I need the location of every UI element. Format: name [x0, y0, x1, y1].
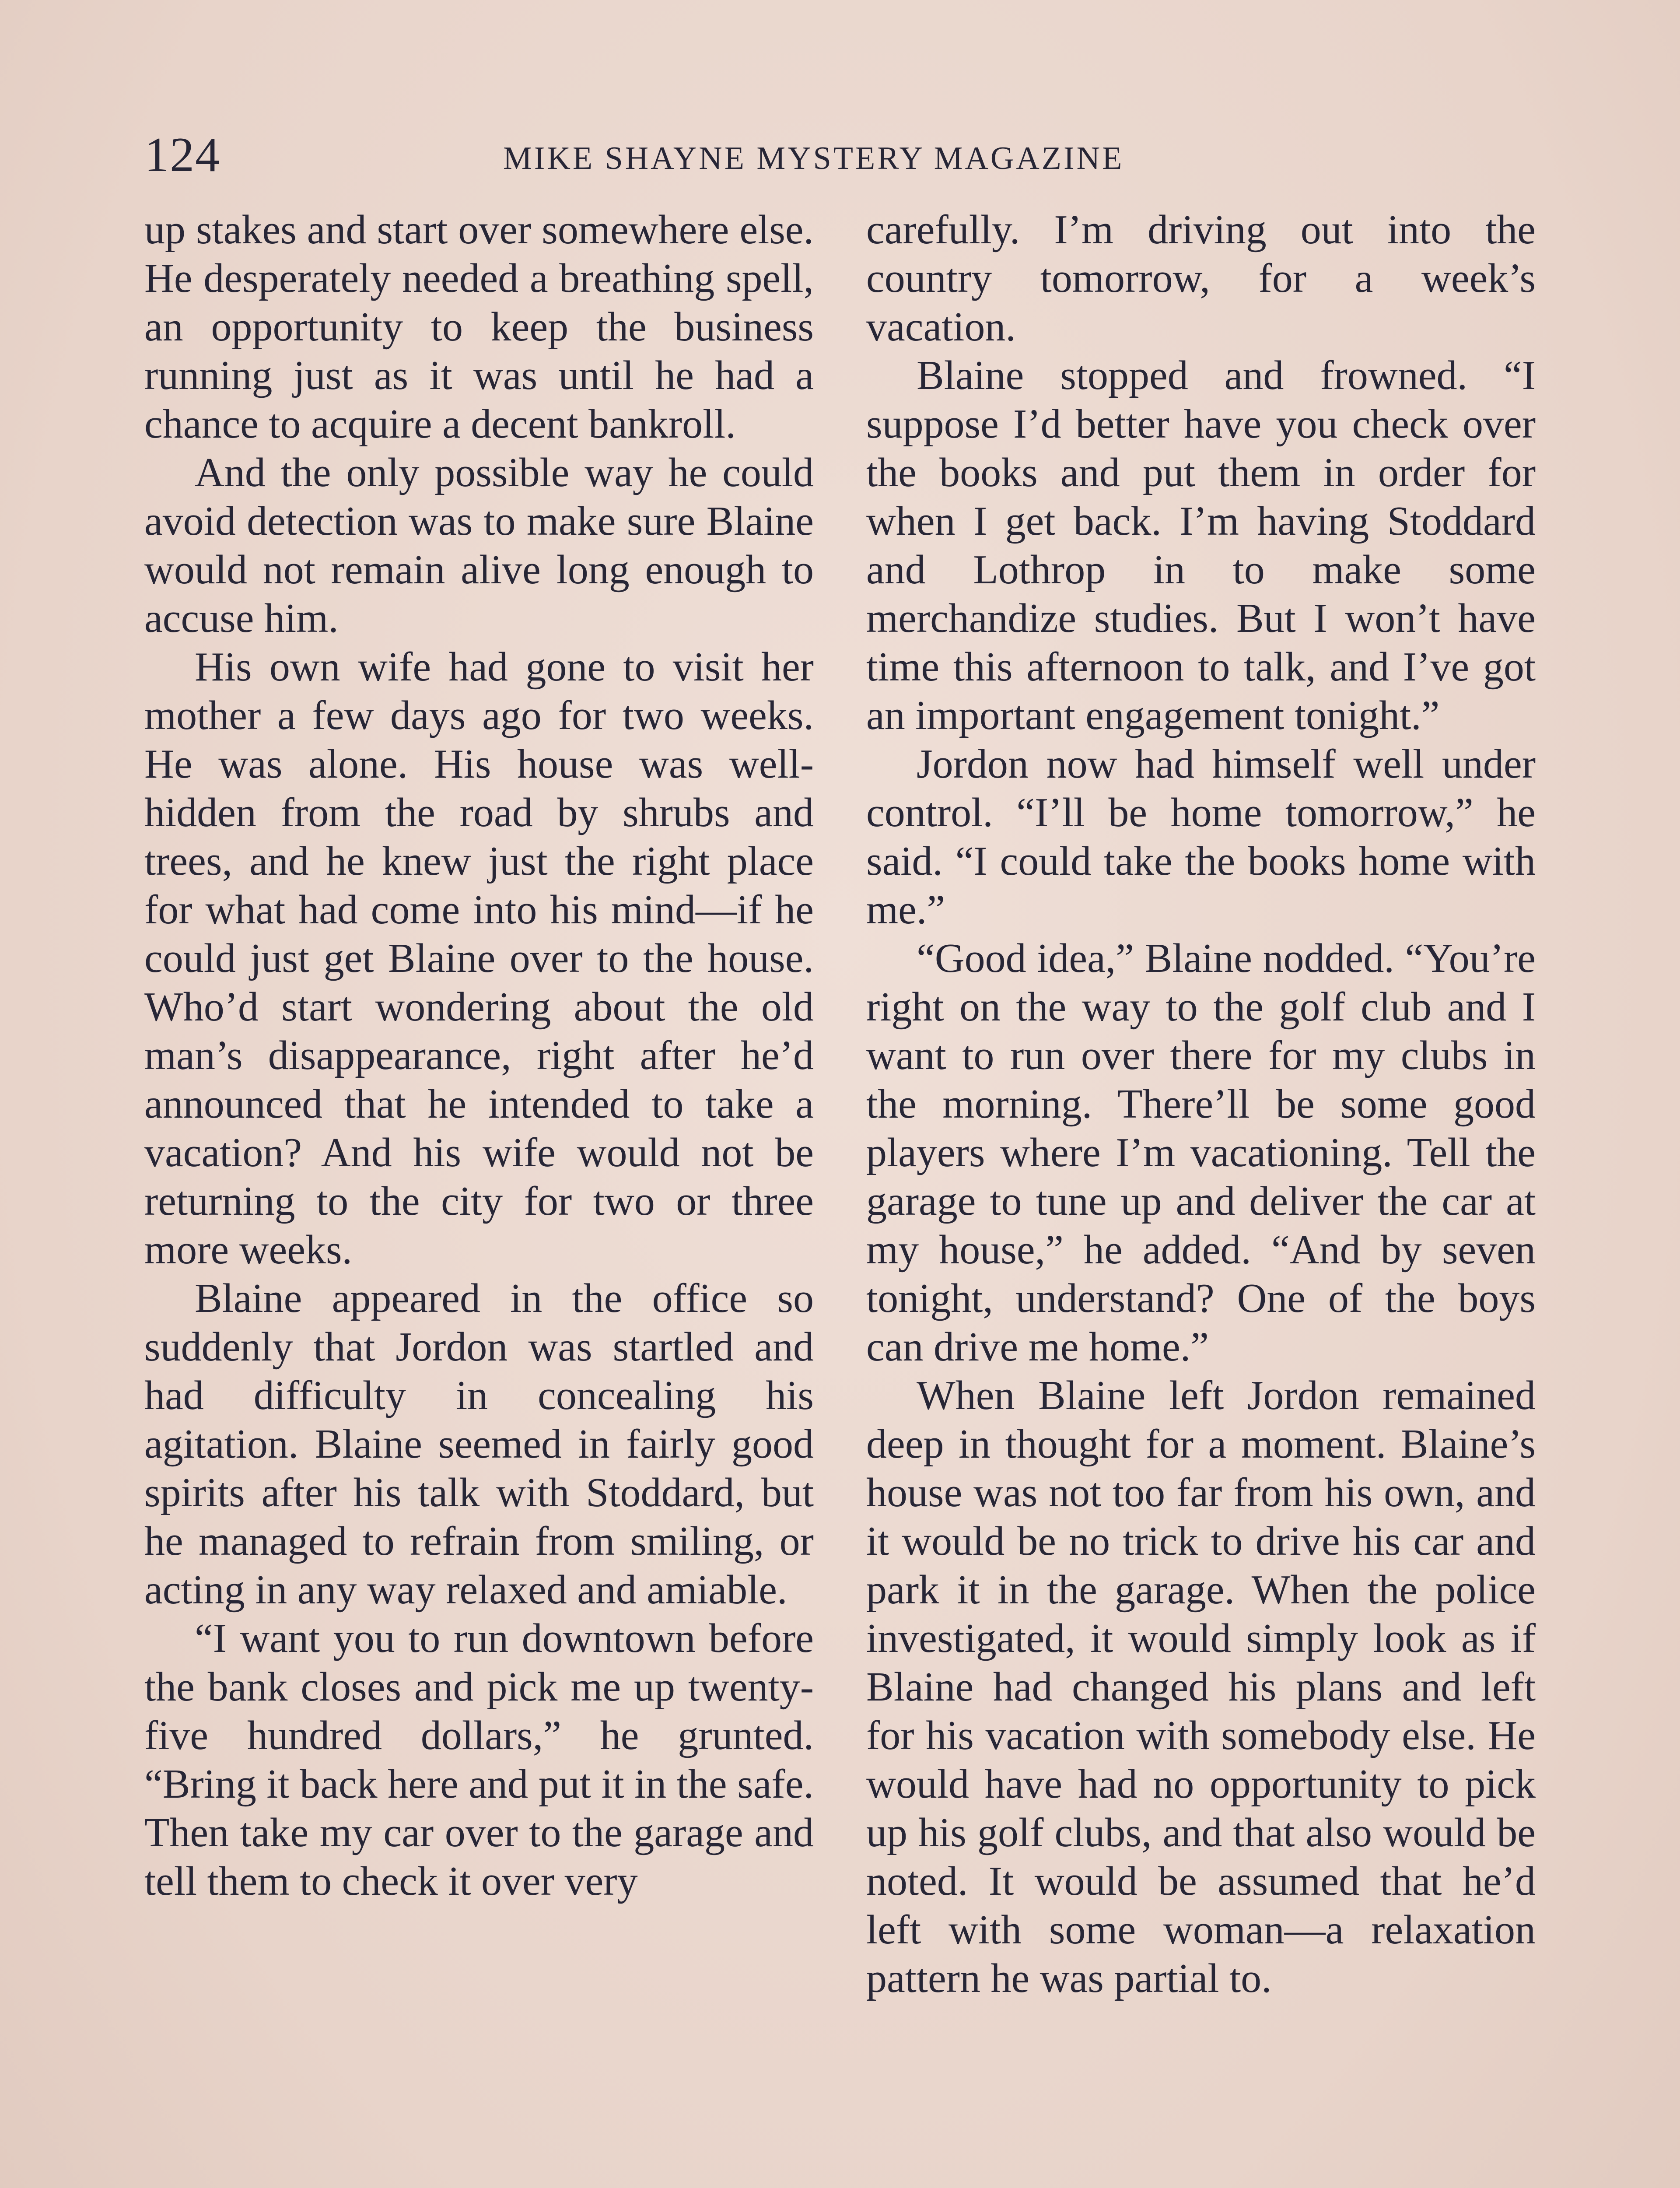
- running-head: MIKE SHAYNE MYSTERY MAGAZINE: [503, 140, 1124, 176]
- paragraph: His own wife had gone to visit her mother a few days ago for two weeks. He was alone. His house was well-hidden from the road by shrubs and trees, and he knew just the right place for what had come into his mind—if he could just get Blaine over to the house. Who’d start wondering about the old man’s disappearance, right after he’d announced that he intended to take a vacation? And his wife would not be returning to the city for two or three more weeks.: [144, 644, 814, 1273]
- paragraph: When Blaine left Jordon remained deep in thought for a moment. Blaine’s house was not too far from his own, and it would be no trick to drive his car and park it in the garage. When the police investigated, it would simply look as if Blaine had changed his plans and left for his vacation with somebody else. He would have had no opportunity to pick up his golf clubs, and that also would be noted. It would be assumed that he’d left with some woman—a relaxation pattern he was partial to.: [866, 1373, 1536, 2001]
- paragraph: “I want you to run downtown before the bank closes and pick me up twenty-five hundred dollars,” he grunted. “Bring it back here and put it in the safe. Then take my car over to the garage and tell them to check it over very: [144, 1616, 814, 1904]
- paragraph: “Good idea,” Blaine nodded. “You’re right on the way to the golf club and I want to run over there for my clubs in the morning. There’ll be some good players where I’m vacationing. Tell the garage to tune up and deliver the car at my house,” he added. “And by seven tonight, understand? One of the boys can drive me home.”: [866, 936, 1536, 1370]
- left-text-column: [144, 206, 814, 1906]
- paragraph: Blaine appeared in the office so suddenly that Jordon was startled and had difficulty in concealing his agitation. Blaine seemed in fairly good spirits after his talk with Stoddard, but he managed to refrain from smiling, or acting in any way relaxed and amiable.: [144, 1276, 814, 1613]
- paragraph: Jordon now had himself well under control. “I’ll be home tomorrow,” he said. “I could take the books home with me.”: [866, 741, 1536, 933]
- paragraph: carefully. I’m driving out into the country tomorrow, for a week’s vacation.: [866, 207, 1536, 350]
- page-number: 124: [144, 128, 220, 182]
- paragraph: up stakes and start over somewhere else. He desperately needed a breathing spell, an opportunity to keep the business running just as it was until he had a chance to acquire a decent bankroll.: [144, 207, 814, 447]
- right-text-column: [866, 206, 1536, 2003]
- page-header: [144, 123, 1536, 188]
- paragraph: And the only possible way he could avoid detection was to make sure Blaine would not remain alive long enough to accuse him.: [144, 450, 814, 641]
- paragraph: Blaine stopped and frowned. “I suppose I’d better have you check over the books and put them in order for when I get back. I’m having Stoddard and Lothrop in to make some merchandize studies. But I won’t have time this afternoon to talk, and I’ve got an important engagement tonight.”: [866, 353, 1536, 738]
